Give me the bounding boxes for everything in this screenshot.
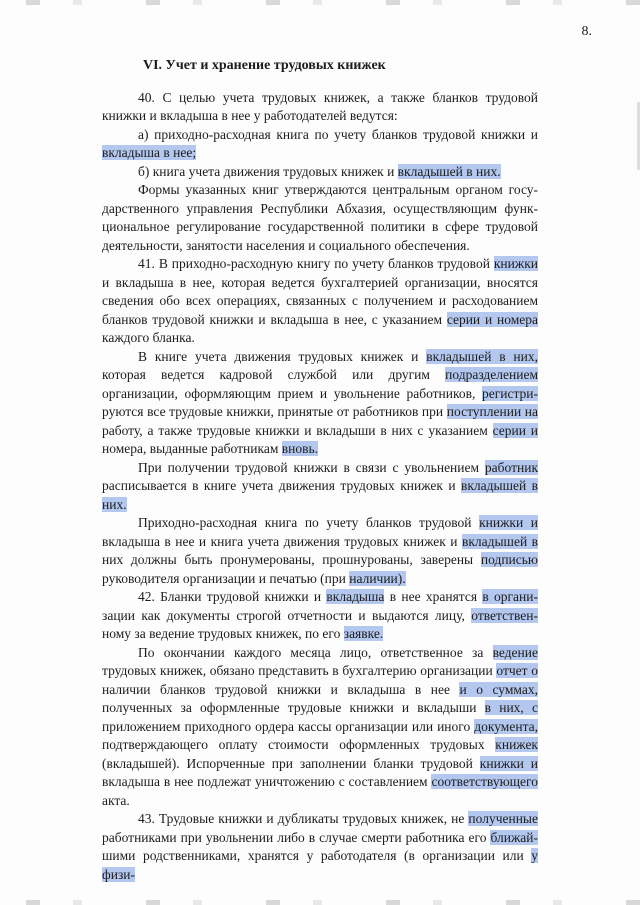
highlighted-text: полученные: [468, 811, 538, 826]
text-segment: сведения обо всех операциях, связанных с получением и расходованием: [102, 293, 538, 308]
text-line: [102, 107, 538, 126]
text-segment: книжки и вкладыша в нее у работодателей ведутся:: [102, 108, 398, 123]
text-line: [102, 847, 538, 884]
text-segment: которая ведется кадровой службой или другим: [102, 367, 446, 382]
text-segment: При получении трудовой книжки в связи с увольнением: [138, 459, 485, 475]
text-line: [102, 496, 538, 515]
highlighted-text: в органи-: [482, 589, 538, 604]
text-segment: шими родственниками, хранятся у работодателя (в организации или: [102, 848, 532, 863]
text-block: [102, 57, 538, 884]
paragraph: [102, 126, 538, 163]
highlighted-text: вновь.: [281, 441, 318, 456]
paragraph: [102, 348, 538, 459]
text-segment: трудовых книжек, обязано представить в бухгалтерию организации: [102, 663, 497, 678]
highlighted-text: вкладыша: [326, 589, 385, 604]
paragraph: [102, 89, 538, 126]
text-segment: 41. В приходно-расходную книгу по учету бланков трудовой: [138, 256, 494, 271]
highlighted-text: документа,: [474, 718, 538, 734]
highlighted-text: соответствующего: [431, 774, 538, 789]
highlighted-text: и о суммах,: [459, 681, 538, 697]
text-segment: работу, а также трудовые книжки и вкладыши в них с указанием: [102, 422, 493, 438]
text-line: [102, 366, 538, 385]
text-segment: (вкладышей). Испорченные при заполнении бланки трудовой: [102, 755, 480, 771]
text-segment: руководителя организации и печатью (при: [102, 570, 350, 586]
text-segment: дарственного управления Республики Абхазия, осуществляющим функ-: [102, 200, 538, 216]
text-line: [102, 718, 538, 737]
text-line: [102, 829, 538, 848]
text-line: [102, 773, 538, 792]
paragraph: [102, 181, 538, 255]
text-line: [102, 625, 538, 644]
section-heading: VI. Учет и хранение трудовых книжек: [143, 58, 386, 73]
paragraph: [102, 588, 538, 644]
text-line: [102, 329, 538, 348]
highlighted-text: ведение: [492, 644, 538, 660]
text-line: [102, 403, 538, 422]
text-segment: а) приходно-расходная книга по учету бланков трудовой книжки и: [138, 126, 538, 142]
highlighted-text: книжки и: [479, 515, 538, 530]
text-line: [102, 218, 538, 237]
text-segment: подтверждающего оплату стоимости оформленных трудовых: [102, 737, 496, 752]
text-segment: полученных за оформленные трудовые книжки и вкладыши: [102, 700, 485, 715]
text-line: [102, 274, 538, 293]
highlighted-text: серии и: [492, 422, 538, 438]
text-line: [102, 533, 538, 552]
text-segment: 43. Трудовые книжки и дубликаты трудовых книжек, не: [138, 811, 469, 826]
text-segment: В книге учета движения трудовых книжек и: [138, 348, 427, 364]
paragraph: [102, 644, 538, 811]
text-line: [102, 237, 538, 256]
text-line: [102, 311, 538, 330]
text-line: [102, 699, 538, 718]
text-line: [102, 681, 538, 700]
highlighted-text: книжки: [493, 256, 538, 271]
text-segment: организации, оформляющим прием и увольнение работников,: [102, 385, 482, 401]
highlighted-text: ближай-: [490, 829, 538, 845]
text-line: [102, 181, 538, 200]
text-segment: руются все трудовые книжки, принятые от работников при: [102, 404, 447, 419]
text-segment: зации как документы строгой отчетности и выдаются лицу,: [102, 607, 472, 623]
text-line: [102, 126, 538, 145]
highlighted-text: заявке.: [343, 626, 384, 641]
text-line: [102, 514, 538, 533]
text-segment: Приходно-расходная книга по учету бланков трудовой: [138, 515, 480, 530]
highlighted-text: подразделением: [445, 367, 538, 382]
text-segment: 40. С целью учета трудовых книжек, а также бланков трудовой: [138, 89, 538, 105]
highlighted-text: вкладышей в них,: [426, 348, 538, 364]
text-line: [102, 662, 538, 681]
text-line: [102, 551, 538, 570]
text-line: [102, 348, 538, 367]
highlighted-text: регистри-: [481, 385, 538, 401]
highlighted-text: вкладышей в: [460, 478, 538, 493]
text-segment: и вкладыша в нее, которая ведется бухгалтерией организации, вносятся: [102, 274, 538, 290]
text-segment: б) книга учета движения трудовых книжек и: [138, 163, 398, 179]
text-line: [102, 163, 538, 182]
highlighted-text: вкладыша в нее;: [102, 145, 197, 160]
text-segment: вкладыша в нее и книга учета движения трудовых книжек и: [102, 533, 462, 549]
highlighted-text: книжки и: [479, 755, 539, 771]
text-segment: ному за ведение трудовых книжек, по его: [102, 626, 344, 641]
paragraph: [102, 459, 538, 515]
text-segment: них должны быть пронумерованы, прошнурованы, заверены: [102, 552, 481, 567]
highlighted-text: вкладышей в них.: [397, 163, 501, 179]
paragraph: [102, 255, 538, 348]
document-body: [102, 89, 538, 885]
text-line: [102, 385, 538, 404]
text-segment: приложением приходного ордера кассы организации или иного: [102, 718, 475, 734]
text-line: [102, 144, 538, 163]
paragraph: [102, 163, 538, 182]
text-line: [102, 736, 538, 755]
text-segment: номера, выданные работникам: [102, 441, 282, 456]
text-line: [102, 755, 538, 774]
highlighted-text: ответствен-: [471, 607, 538, 623]
highlighted-text: подписью: [480, 552, 538, 567]
text-line: [102, 255, 538, 274]
highlighted-text: отчет о: [496, 663, 538, 678]
text-line: [102, 810, 538, 829]
text-segment: циональное регулирование государственной политики в сфере трудовой: [102, 219, 538, 234]
text-line: [102, 644, 538, 663]
paragraph: [102, 810, 538, 884]
text-segment: вкладыша в нее подлежат уничтожению с составлением: [102, 774, 432, 789]
text-line: [102, 792, 538, 811]
text-segment: наличии бланков трудовой книжки и вкладыша в нее: [102, 681, 460, 697]
highlighted-text: книжек: [495, 737, 538, 752]
text-line: [102, 440, 538, 459]
text-line: [102, 422, 538, 441]
highlighted-text: поступлении на: [446, 404, 539, 419]
text-line: [102, 200, 538, 219]
text-segment: акта.: [102, 792, 130, 808]
text-segment: расписывается в книге учета движения трудовых книжек и: [102, 478, 461, 493]
scan-artifact-bottom: [0, 900, 640, 905]
page-number: 8.: [581, 24, 592, 39]
text-line: [102, 607, 538, 626]
text-segment: каждого бланка.: [102, 330, 195, 345]
text-line: [102, 477, 538, 496]
text-line: [102, 89, 538, 108]
highlighted-text: них.: [102, 496, 127, 512]
text-segment: 42. Бланки трудовой книжки и: [138, 589, 327, 604]
text-line: [102, 570, 538, 589]
highlighted-text: наличии).: [349, 570, 406, 586]
text-line: [102, 292, 538, 311]
paragraph: [102, 514, 538, 588]
text-line: [102, 588, 538, 607]
highlighted-text: серии и номера: [446, 311, 538, 327]
text-segment: Формы указанных книг утверждаются центральным органом госу-: [138, 182, 538, 197]
text-segment: в нее хранятся: [384, 589, 483, 604]
text-segment: бланков трудовой книжки и вкладыша в нее, с указанием: [102, 311, 447, 327]
highlighted-text: работник: [484, 459, 538, 475]
text-segment: деятельности, занятости населения и социального обеспечения.: [102, 237, 470, 253]
text-line: [102, 459, 538, 478]
text-segment: По окончании каждого месяца лицо, ответственное за: [138, 644, 493, 660]
scan-artifact-top: [0, 0, 640, 5]
highlighted-text: в них, с: [484, 700, 538, 715]
highlighted-text: вкладышей в: [461, 533, 538, 549]
highlighted-text: у физи-: [102, 848, 538, 882]
text-segment: работниками при увольнении либо в случае смерти работника его: [102, 829, 491, 845]
